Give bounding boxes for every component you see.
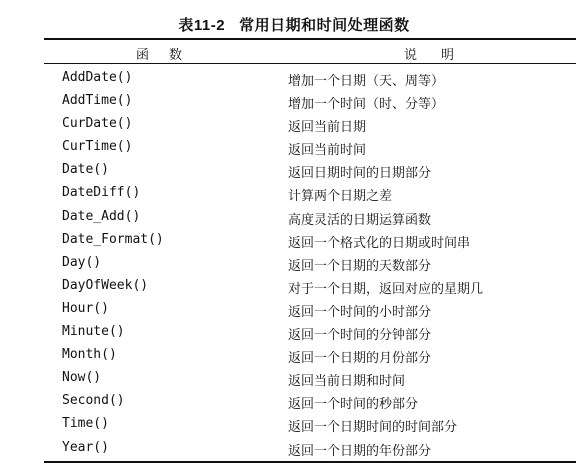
table-title (0, 14, 588, 35)
function-description: 返回当前时间 (288, 143, 367, 159)
function-name: Date_Format() (62, 231, 164, 247)
function-name: Now() (62, 370, 102, 386)
table-row (44, 297, 576, 320)
function-name: CurDate() (62, 116, 133, 132)
table-row (44, 205, 576, 228)
function-name: DateDiff() (62, 185, 141, 201)
function-description: 返回日期时间的日期部分 (288, 166, 432, 182)
function-name: Minute() (62, 324, 125, 340)
function-name: Second() (62, 393, 125, 409)
table-caption: 常用日期和时间处理函数 (239, 17, 410, 34)
function-description: 返回一个日期的年份部分 (288, 443, 432, 459)
table-row (44, 89, 576, 112)
table-row (44, 343, 576, 366)
date-time-functions-table (44, 38, 576, 463)
function-description: 增加一个时间（时、分等） (288, 97, 445, 113)
table-row (44, 158, 576, 181)
function-name: CurTime() (62, 139, 133, 155)
function-description: 返回一个日期的天数部分 (288, 258, 432, 274)
function-description: 返回一个格式化的日期或时间串 (288, 235, 471, 251)
table-row (44, 320, 576, 343)
table-row (44, 436, 576, 459)
table-row (44, 66, 576, 89)
function-name: DayOfWeek() (62, 277, 149, 293)
function-name: Hour() (62, 300, 109, 316)
function-description: 返回一个日期的月份部分 (288, 351, 432, 367)
table-bottom-rule (44, 461, 576, 463)
function-name: Day() (62, 254, 102, 270)
function-name: AddDate() (62, 70, 133, 85)
function-description: 返回当前日期 (288, 120, 367, 136)
function-name: Month() (62, 347, 117, 363)
function-name: AddTime() (62, 93, 133, 109)
function-description: 高度灵活的日期运算函数 (288, 212, 432, 228)
function-description: 对于一个日期，返回对应的星期几 (288, 281, 484, 297)
function-name: Date() (62, 162, 109, 178)
function-description: 计算两个日期之差 (288, 189, 393, 205)
table-row (44, 181, 576, 204)
table-row (44, 228, 576, 251)
column-header-description: 说明 (403, 48, 478, 63)
function-description: 增加一个日期（天、周等） (288, 74, 445, 89)
table-row (44, 274, 576, 297)
function-name: Year() (62, 439, 109, 455)
function-description: 返回一个时间的小时部分 (288, 304, 432, 320)
table-header (44, 40, 576, 63)
table-row (44, 135, 576, 158)
function-description: 返回当前日期和时间 (288, 374, 406, 390)
function-description: 返回一个时间的分钟部分 (288, 328, 432, 344)
function-description: 返回一个时间的秒部分 (288, 397, 419, 413)
table-body (44, 64, 576, 461)
column-header-function: 函数 (135, 48, 202, 63)
table-row (44, 112, 576, 135)
function-name: Time() (62, 416, 109, 432)
table-row (44, 366, 576, 389)
function-name: Date_Add() (62, 208, 141, 224)
function-description: 返回一个日期时间的时间部分 (288, 420, 458, 436)
table-row (44, 251, 576, 274)
table-row (44, 412, 576, 435)
table-row (44, 389, 576, 412)
table-number: 表11-2 (178, 17, 226, 34)
